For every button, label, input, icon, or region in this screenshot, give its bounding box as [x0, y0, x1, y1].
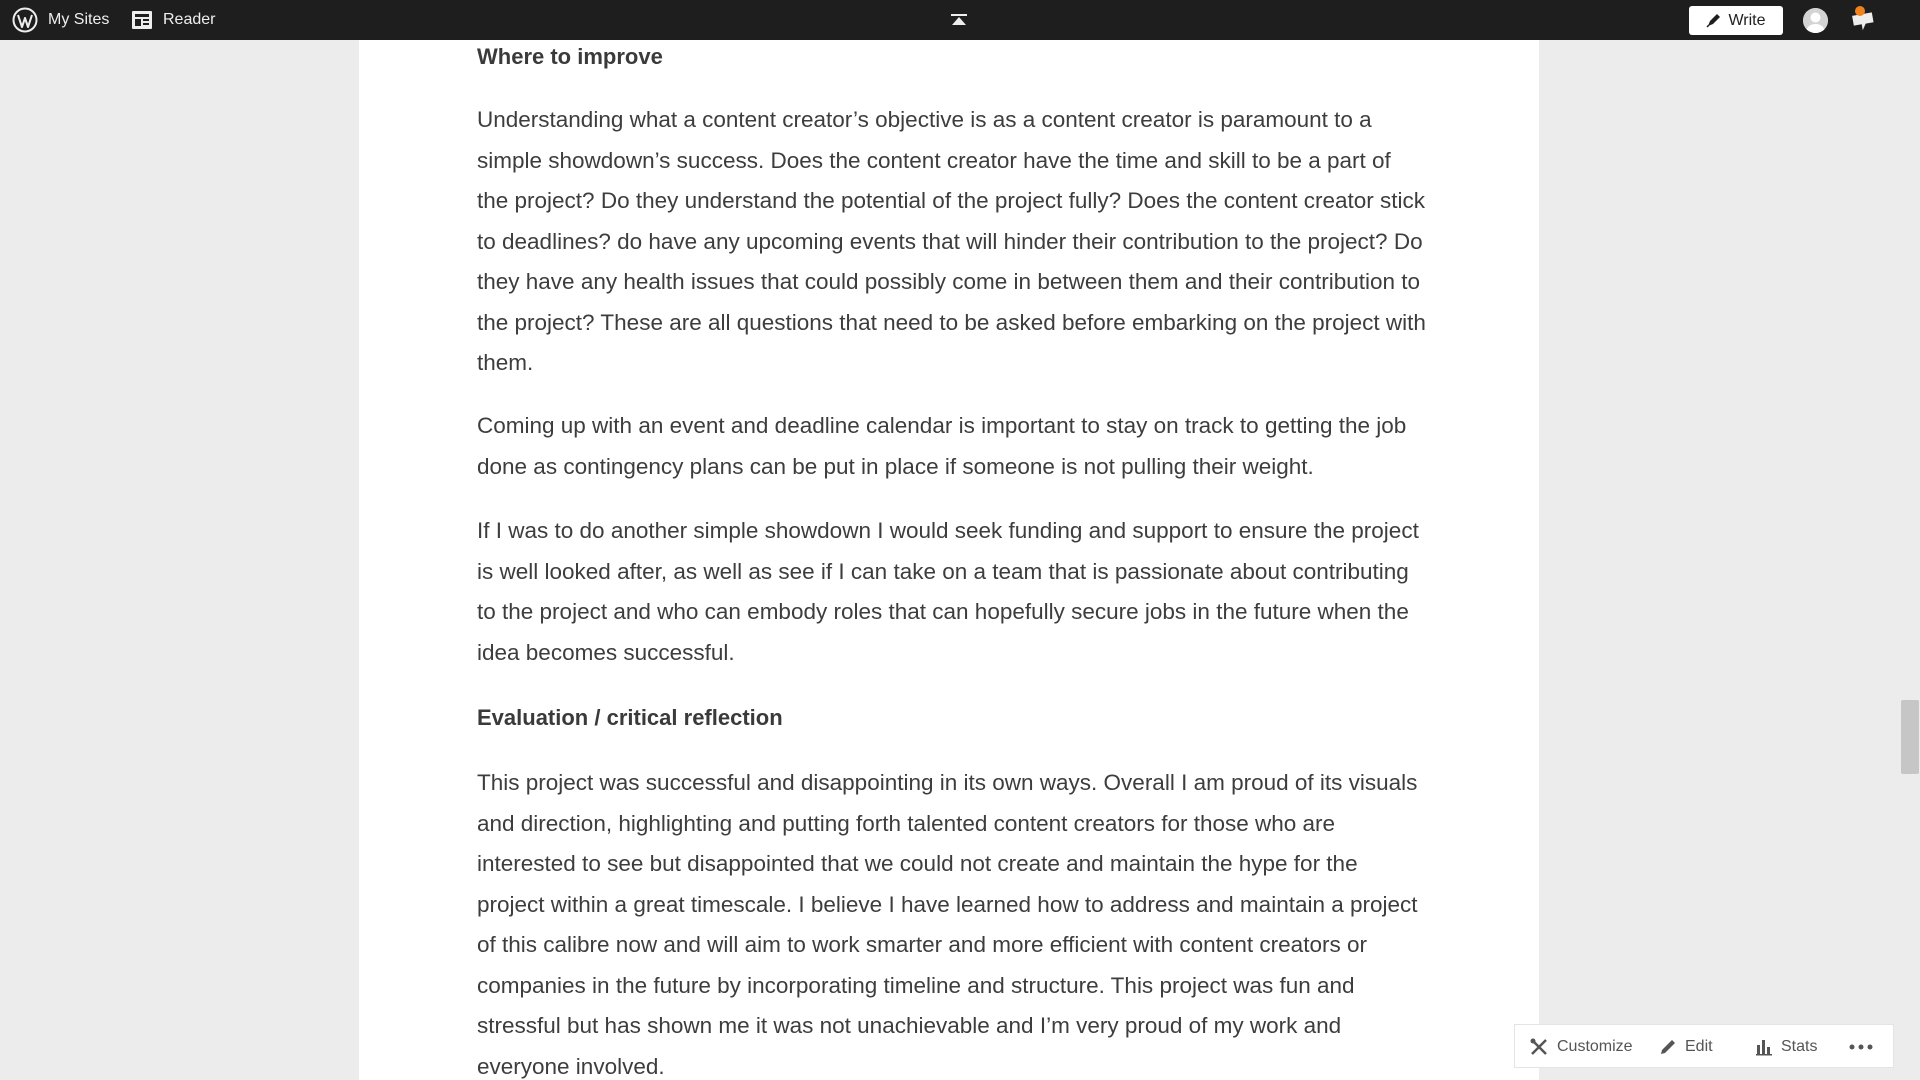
- customize-tools-icon: [1529, 1037, 1549, 1057]
- collapse-toolbar-button[interactable]: [950, 0, 968, 40]
- scrollbar-track[interactable]: [1900, 40, 1920, 1080]
- my-sites-label: My Sites: [48, 11, 110, 28]
- reader-link[interactable]: [131, 0, 215, 40]
- article-content: [359, 40, 1539, 1080]
- notification-indicator: [1855, 6, 1865, 16]
- write-button[interactable]: [1689, 6, 1783, 35]
- paragraph: If I was to do another simple showdown I would seek funding and support to ensure the project is well looked after, as well as see if I can take on a team that is passionate about contributing to the project and who can embody roles that can hopefully secure jobs in the future when the idea becomes successful.: [477, 518, 1419, 665]
- my-sites-link[interactable]: [12, 0, 109, 40]
- edit-button[interactable]: [1659, 1025, 1713, 1069]
- site-action-bar: [1514, 1024, 1894, 1068]
- user-avatar-button[interactable]: [1803, 8, 1828, 33]
- stats-label: Stats: [1781, 1038, 1818, 1055]
- section-heading: Where to improve: [477, 44, 663, 69]
- section-heading: Evaluation / critical reflection: [477, 705, 783, 730]
- pencil-icon: [1659, 1038, 1677, 1056]
- stats-button[interactable]: [1755, 1025, 1817, 1069]
- user-avatar-icon: [1803, 8, 1828, 33]
- paragraph: This project was successful and disappointing in its own ways. Overall I am proud of its visuals and direction, highlighting and putting forth talented content creators for those who are interested to see but disappointed that we could not create and maintain the hype for the project within a great timescale. I believe I have learned how to address and maintain a project of this calibre now and will aim to work smarter and more efficient with content creators or companies in the future by incorporating timeline and structure. This project was fun and stressful but has shown me it was not unachievable and I’m very proud of my work and everyone involved.: [477, 770, 1418, 1079]
- wordpress-logo-icon: [12, 7, 38, 33]
- write-label: Write: [1728, 11, 1766, 29]
- stats-bar-chart-icon: [1755, 1038, 1773, 1056]
- more-actions-button[interactable]: [1849, 1025, 1873, 1069]
- customize-label: Customize: [1557, 1038, 1633, 1055]
- more-ellipsis-icon: [1849, 1044, 1873, 1050]
- notifications-button[interactable]: [1849, 6, 1877, 34]
- paragraph: Understanding what a content creator’s objective is as a content creator is paramount to a simple showdown’s success. Does the content creator have the time and skill to be a part of the project? Do they understand the potential of the project fully? Does the content creator stick to deadlines? do have any upcoming events that will hinder their contribution to the project? Do they have any health issues that could possibly come in between them and their contribution to the project? These are all questions that need to be asked before embarking on the project with them.: [477, 107, 1426, 375]
- paragraph: Coming up with an event and deadline calendar is important to stay on track to getting the job done as contingency plans can be put in place if someone is not pulling their weight.: [477, 413, 1407, 479]
- pen-icon: [1706, 13, 1721, 28]
- scrollbar-thumb[interactable]: [1901, 700, 1919, 774]
- edit-label: Edit: [1685, 1038, 1713, 1055]
- collapse-up-icon: [950, 13, 968, 27]
- reader-label: Reader: [163, 11, 216, 28]
- reader-icon: [131, 10, 153, 30]
- customize-button[interactable]: [1529, 1025, 1633, 1069]
- admin-bar: [0, 0, 1920, 40]
